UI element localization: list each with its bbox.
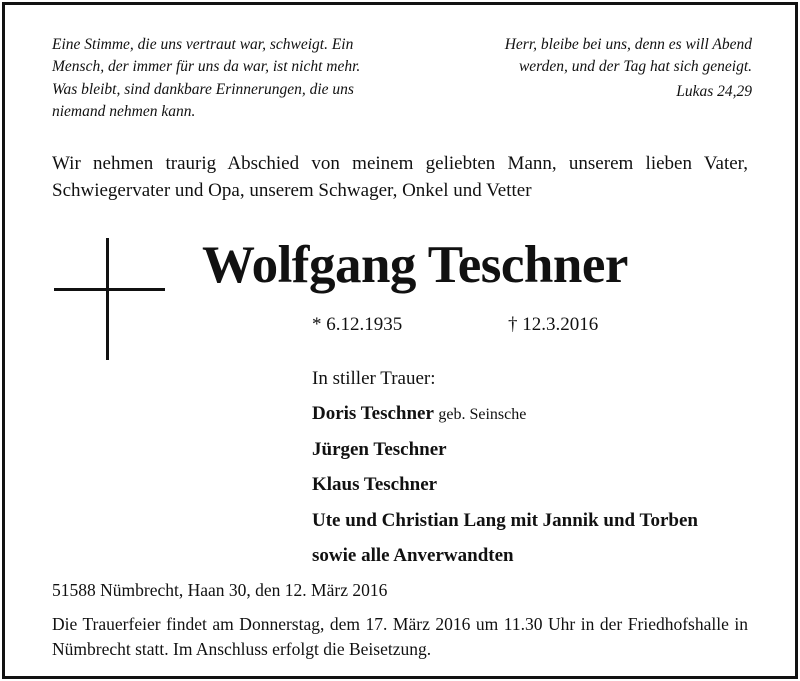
mourner-name: Klaus Teschner xyxy=(312,474,438,495)
birth-date: * 6.12.1935 xyxy=(312,314,403,335)
mourner-name xyxy=(312,396,698,432)
quote-right-line: werden, und der Tag hat sich geneigt. xyxy=(518,58,752,76)
death-date: † 12.3.2016 xyxy=(508,314,599,335)
mourners-heading: In stiller Trauer: xyxy=(312,368,436,389)
mourner-name: sowie alle Anverwandten xyxy=(312,545,514,566)
mourner-name: Ute und Christian Lang mit Jannik und Torben xyxy=(312,509,698,531)
cross-icon xyxy=(54,238,165,360)
bible-reference: Lukas 24,29 xyxy=(676,82,752,100)
intro-paragraph: Wir nehmen traurig Abschied von meinem geliebten Mann, unserem lieben Vater, Schwiegervater und Opa, unserem Schwager, Onkel und Vetter xyxy=(52,153,748,201)
mourner-first-name: Doris Teschner xyxy=(312,403,434,424)
quote-left-line: Eine Stimme, die uns vertraut war, schweigt. Ein xyxy=(52,36,354,53)
quote-right xyxy=(452,34,752,103)
quote-left-line: niemand nehmen kann. xyxy=(52,102,196,120)
intro-text xyxy=(52,150,748,204)
quote-left-line: Was bleibt, sind dankbare Erinnerungen, die uns xyxy=(52,80,354,98)
funeral-info xyxy=(52,612,748,661)
mourner-name: Jürgen Teschner xyxy=(312,438,447,460)
mourners-list xyxy=(312,366,698,574)
place-and-date: 51588 Nümbrecht, Haan 30, den 12. März 2016 xyxy=(52,580,388,600)
deceased-name: Wolfgang Teschner xyxy=(202,236,628,294)
quote-right-line: Herr, bleibe bei uns, denn es will Abend xyxy=(504,36,752,53)
funeral-paragraph: Die Trauerfeier findet am Donnerstag, dem 17. März 2016 um 11.30 Uhr in der Friedhofshalle in Nümbrecht statt. Im Anschluss erfolgt die Beisetzung. xyxy=(52,614,748,659)
quote-left-line: Mensch, der immer für uns da war, ist nicht mehr. xyxy=(52,58,361,76)
quote-left xyxy=(52,34,412,123)
maiden-name: geb. Seinsche xyxy=(438,406,527,423)
